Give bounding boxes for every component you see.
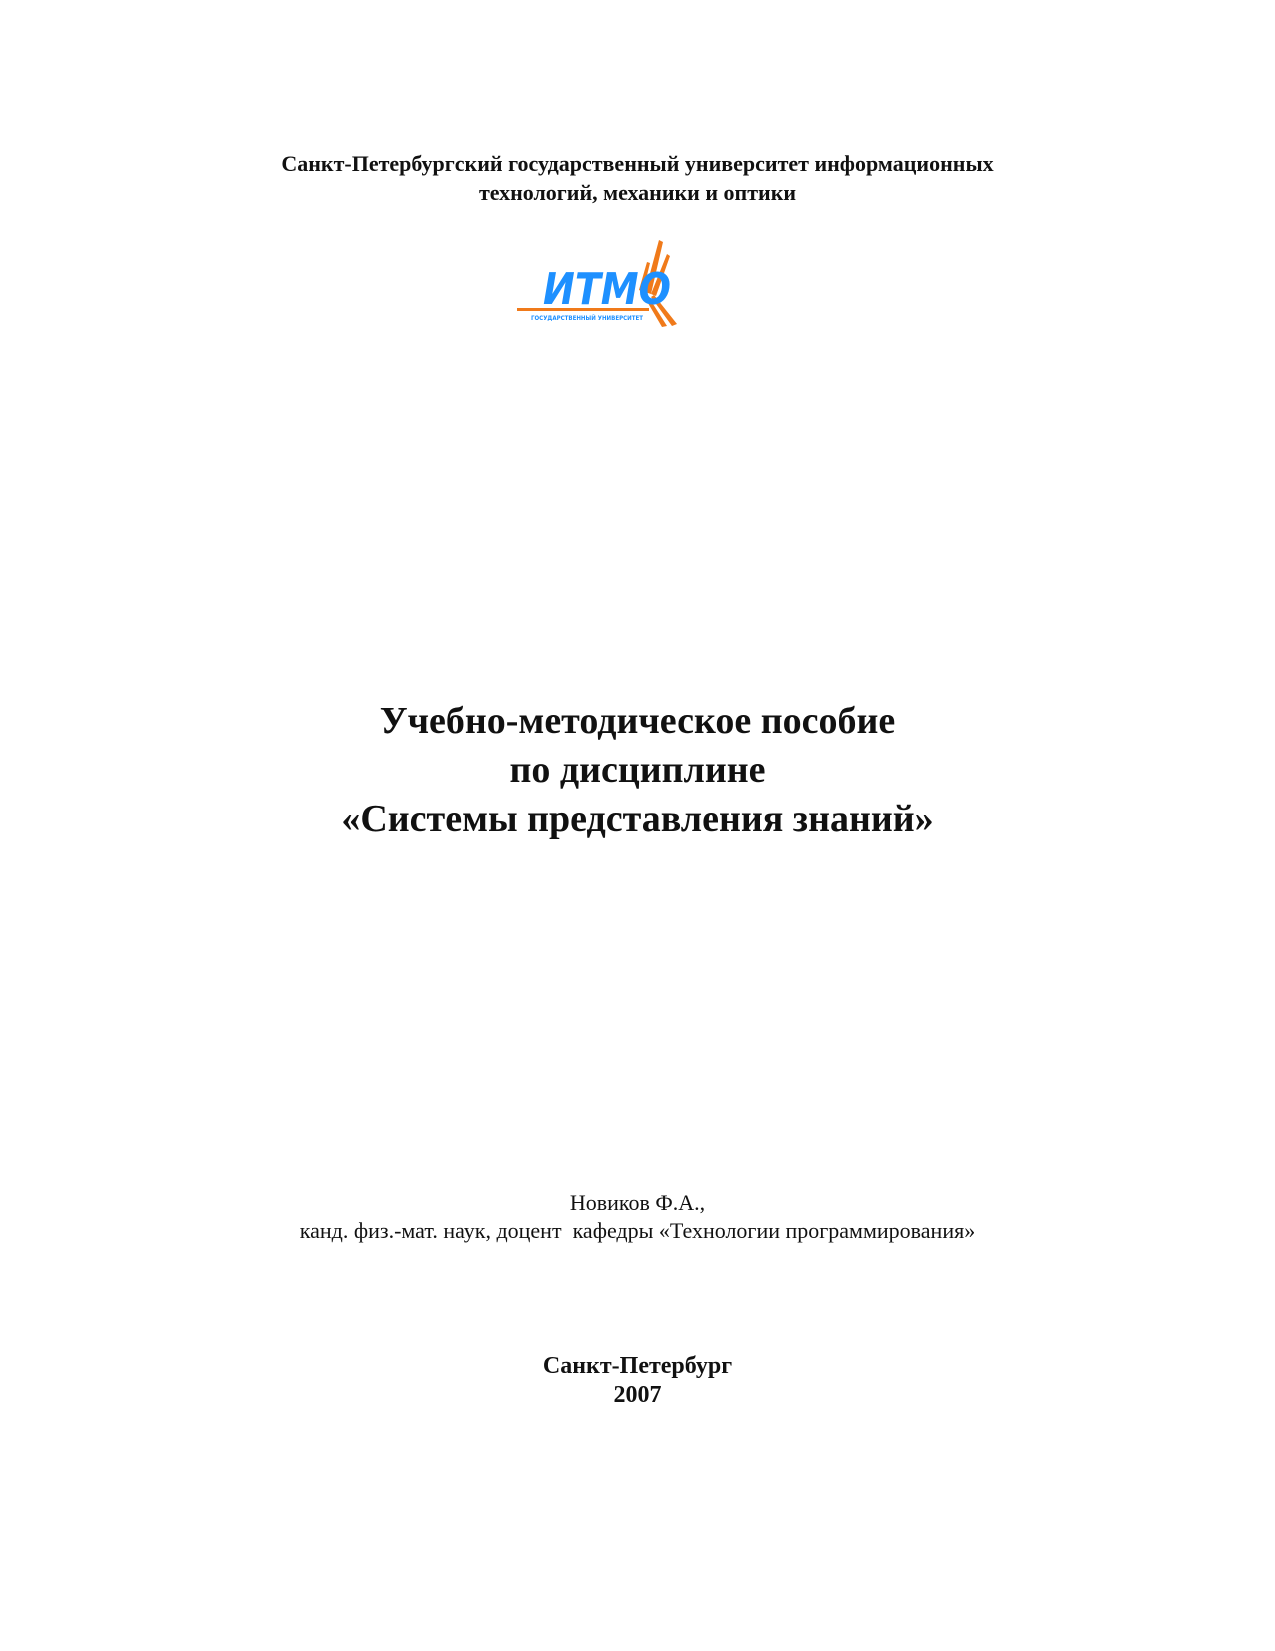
publication-year: 2007 <box>613 1382 662 1408</box>
title-line-1: Учебно-методическое пособие <box>379 700 896 742</box>
institution-header <box>0 149 1275 207</box>
publication-place-year <box>0 1352 1275 1410</box>
title-line-3: «Системы представления знаний» <box>341 798 934 840</box>
logo-subtext: ГОСУДАРСТВЕННЫЙ УНИВЕРСИТЕТ <box>531 315 654 322</box>
author-credentials: канд. физ.-мат. наук, доцент кафедры «Технологии программирования» <box>299 1218 976 1243</box>
publication-city: Санкт-Петербург <box>542 1353 733 1379</box>
author-name: Новиков Ф.А., <box>569 1190 706 1215</box>
itmo-logo <box>517 232 697 330</box>
title-line-2: по дисциплине <box>509 749 766 791</box>
author-block <box>0 1189 1275 1245</box>
document-title <box>0 697 1275 844</box>
institution-line-2: технологий, механики и оптики <box>478 180 797 205</box>
institution-line-1: Санкт-Петербургский государственный университет информационных <box>281 151 994 176</box>
logo-wordmark: ИТМО <box>543 264 671 315</box>
